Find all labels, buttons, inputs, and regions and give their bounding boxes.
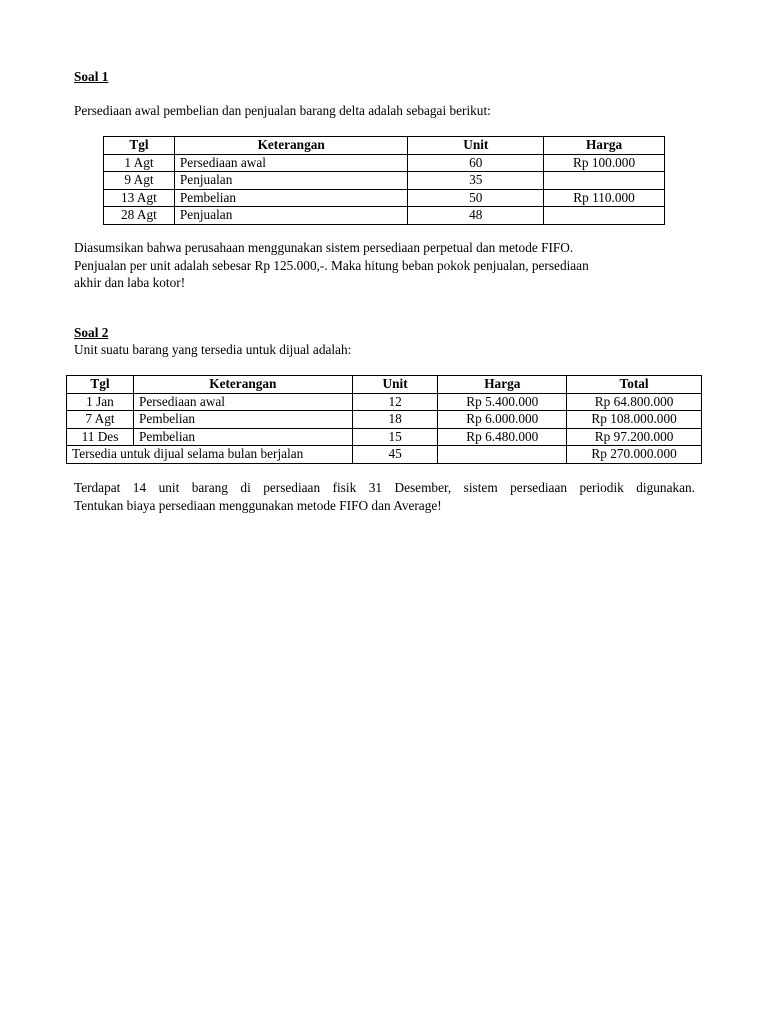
table-row — [104, 189, 665, 207]
col-unit: Unit — [408, 137, 544, 155]
table-total-row — [67, 446, 702, 464]
soal2-heading: Soal 2 — [74, 325, 109, 340]
table-row — [67, 411, 702, 429]
soal1-table — [103, 136, 665, 225]
cell-tgl: 13 Agt — [104, 189, 175, 207]
cell-unit: 18 — [352, 411, 438, 429]
table-header-row — [67, 376, 702, 394]
cell-tgl: 28 Agt — [104, 207, 175, 225]
cell-tgl: 1 Jan — [67, 393, 134, 411]
soal1-intro: Persediaan awal pembelian dan penjualan barang delta adalah sebagai berikut: — [74, 103, 491, 118]
soal1-question-line: Penjualan per unit adalah sebesar Rp 125.000,-. Maka hitung beban pokok penjualan, persediaan — [74, 257, 589, 273]
soal2-table — [66, 375, 702, 464]
cell-keterangan: Persediaan awal — [133, 393, 352, 411]
soal1-heading: Soal 1 — [74, 69, 109, 84]
soal1-question-line: akhir dan laba kotor! — [74, 275, 186, 291]
soal2-question-line: Terdapat 14 unit barang di persediaan fisik 31 Desember, sistem persediaan periodik digunakan. — [74, 480, 695, 495]
col-harga: Harga — [438, 376, 567, 394]
cell-total: Rp 64.800.000 — [567, 393, 702, 411]
cell-harga: Rp 6.000.000 — [438, 411, 567, 429]
cell-tgl: 1 Agt — [104, 154, 175, 172]
cell-unit: 12 — [352, 393, 438, 411]
cell-keterangan: Penjualan — [174, 207, 408, 225]
cell-tgl: 7 Agt — [67, 411, 134, 429]
soal2-intro: Unit suatu barang yang tersedia untuk dijual adalah: — [74, 342, 352, 357]
cell-tgl: 9 Agt — [104, 172, 175, 190]
cell-unit: 15 — [352, 428, 438, 446]
cell-total-harga — [438, 446, 567, 464]
cell-keterangan: Penjualan — [174, 172, 408, 190]
soal2-question-line: Tentukan biaya persediaan menggunakan metode FIFO dan Average! — [74, 497, 442, 513]
soal1-question-line: Diasumsikan bahwa perusahaan menggunakan sistem persediaan perpetual dan metode FIFO. — [74, 240, 574, 255]
soal1-question — [74, 239, 589, 292]
cell-tgl: 11 Des — [67, 428, 134, 446]
cell-total-amount: Rp 270.000.000 — [567, 446, 702, 464]
col-tgl: Tgl — [104, 137, 175, 155]
cell-harga: Rp 100.000 — [544, 154, 665, 172]
cell-harga: Rp 110.000 — [544, 189, 665, 207]
col-tgl: Tgl — [67, 376, 134, 394]
col-harga: Harga — [544, 137, 665, 155]
soal2-question — [74, 479, 695, 514]
cell-unit: 50 — [408, 189, 544, 207]
cell-harga — [544, 207, 665, 225]
cell-harga — [544, 172, 665, 190]
col-unit: Unit — [352, 376, 438, 394]
cell-keterangan: Pembelian — [174, 189, 408, 207]
table-row — [67, 393, 702, 411]
cell-unit: 35 — [408, 172, 544, 190]
cell-keterangan: Pembelian — [133, 411, 352, 429]
cell-keterangan: Pembelian — [133, 428, 352, 446]
table-row — [104, 154, 665, 172]
table-row — [104, 207, 665, 225]
table-row — [67, 428, 702, 446]
col-total: Total — [567, 376, 702, 394]
cell-total-unit: 45 — [352, 446, 438, 464]
cell-harga: Rp 6.480.000 — [438, 428, 567, 446]
cell-keterangan: Persediaan awal — [174, 154, 408, 172]
cell-total: Rp 97.200.000 — [567, 428, 702, 446]
cell-unit: 60 — [408, 154, 544, 172]
cell-unit: 48 — [408, 207, 544, 225]
cell-harga: Rp 5.400.000 — [438, 393, 567, 411]
cell-total-label: Tersedia untuk dijual selama bulan berjalan — [67, 446, 353, 464]
cell-total: Rp 108.000.000 — [567, 411, 702, 429]
col-keterangan: Keterangan — [174, 137, 408, 155]
col-keterangan: Keterangan — [133, 376, 352, 394]
table-header-row — [104, 137, 665, 155]
table-row — [104, 172, 665, 190]
